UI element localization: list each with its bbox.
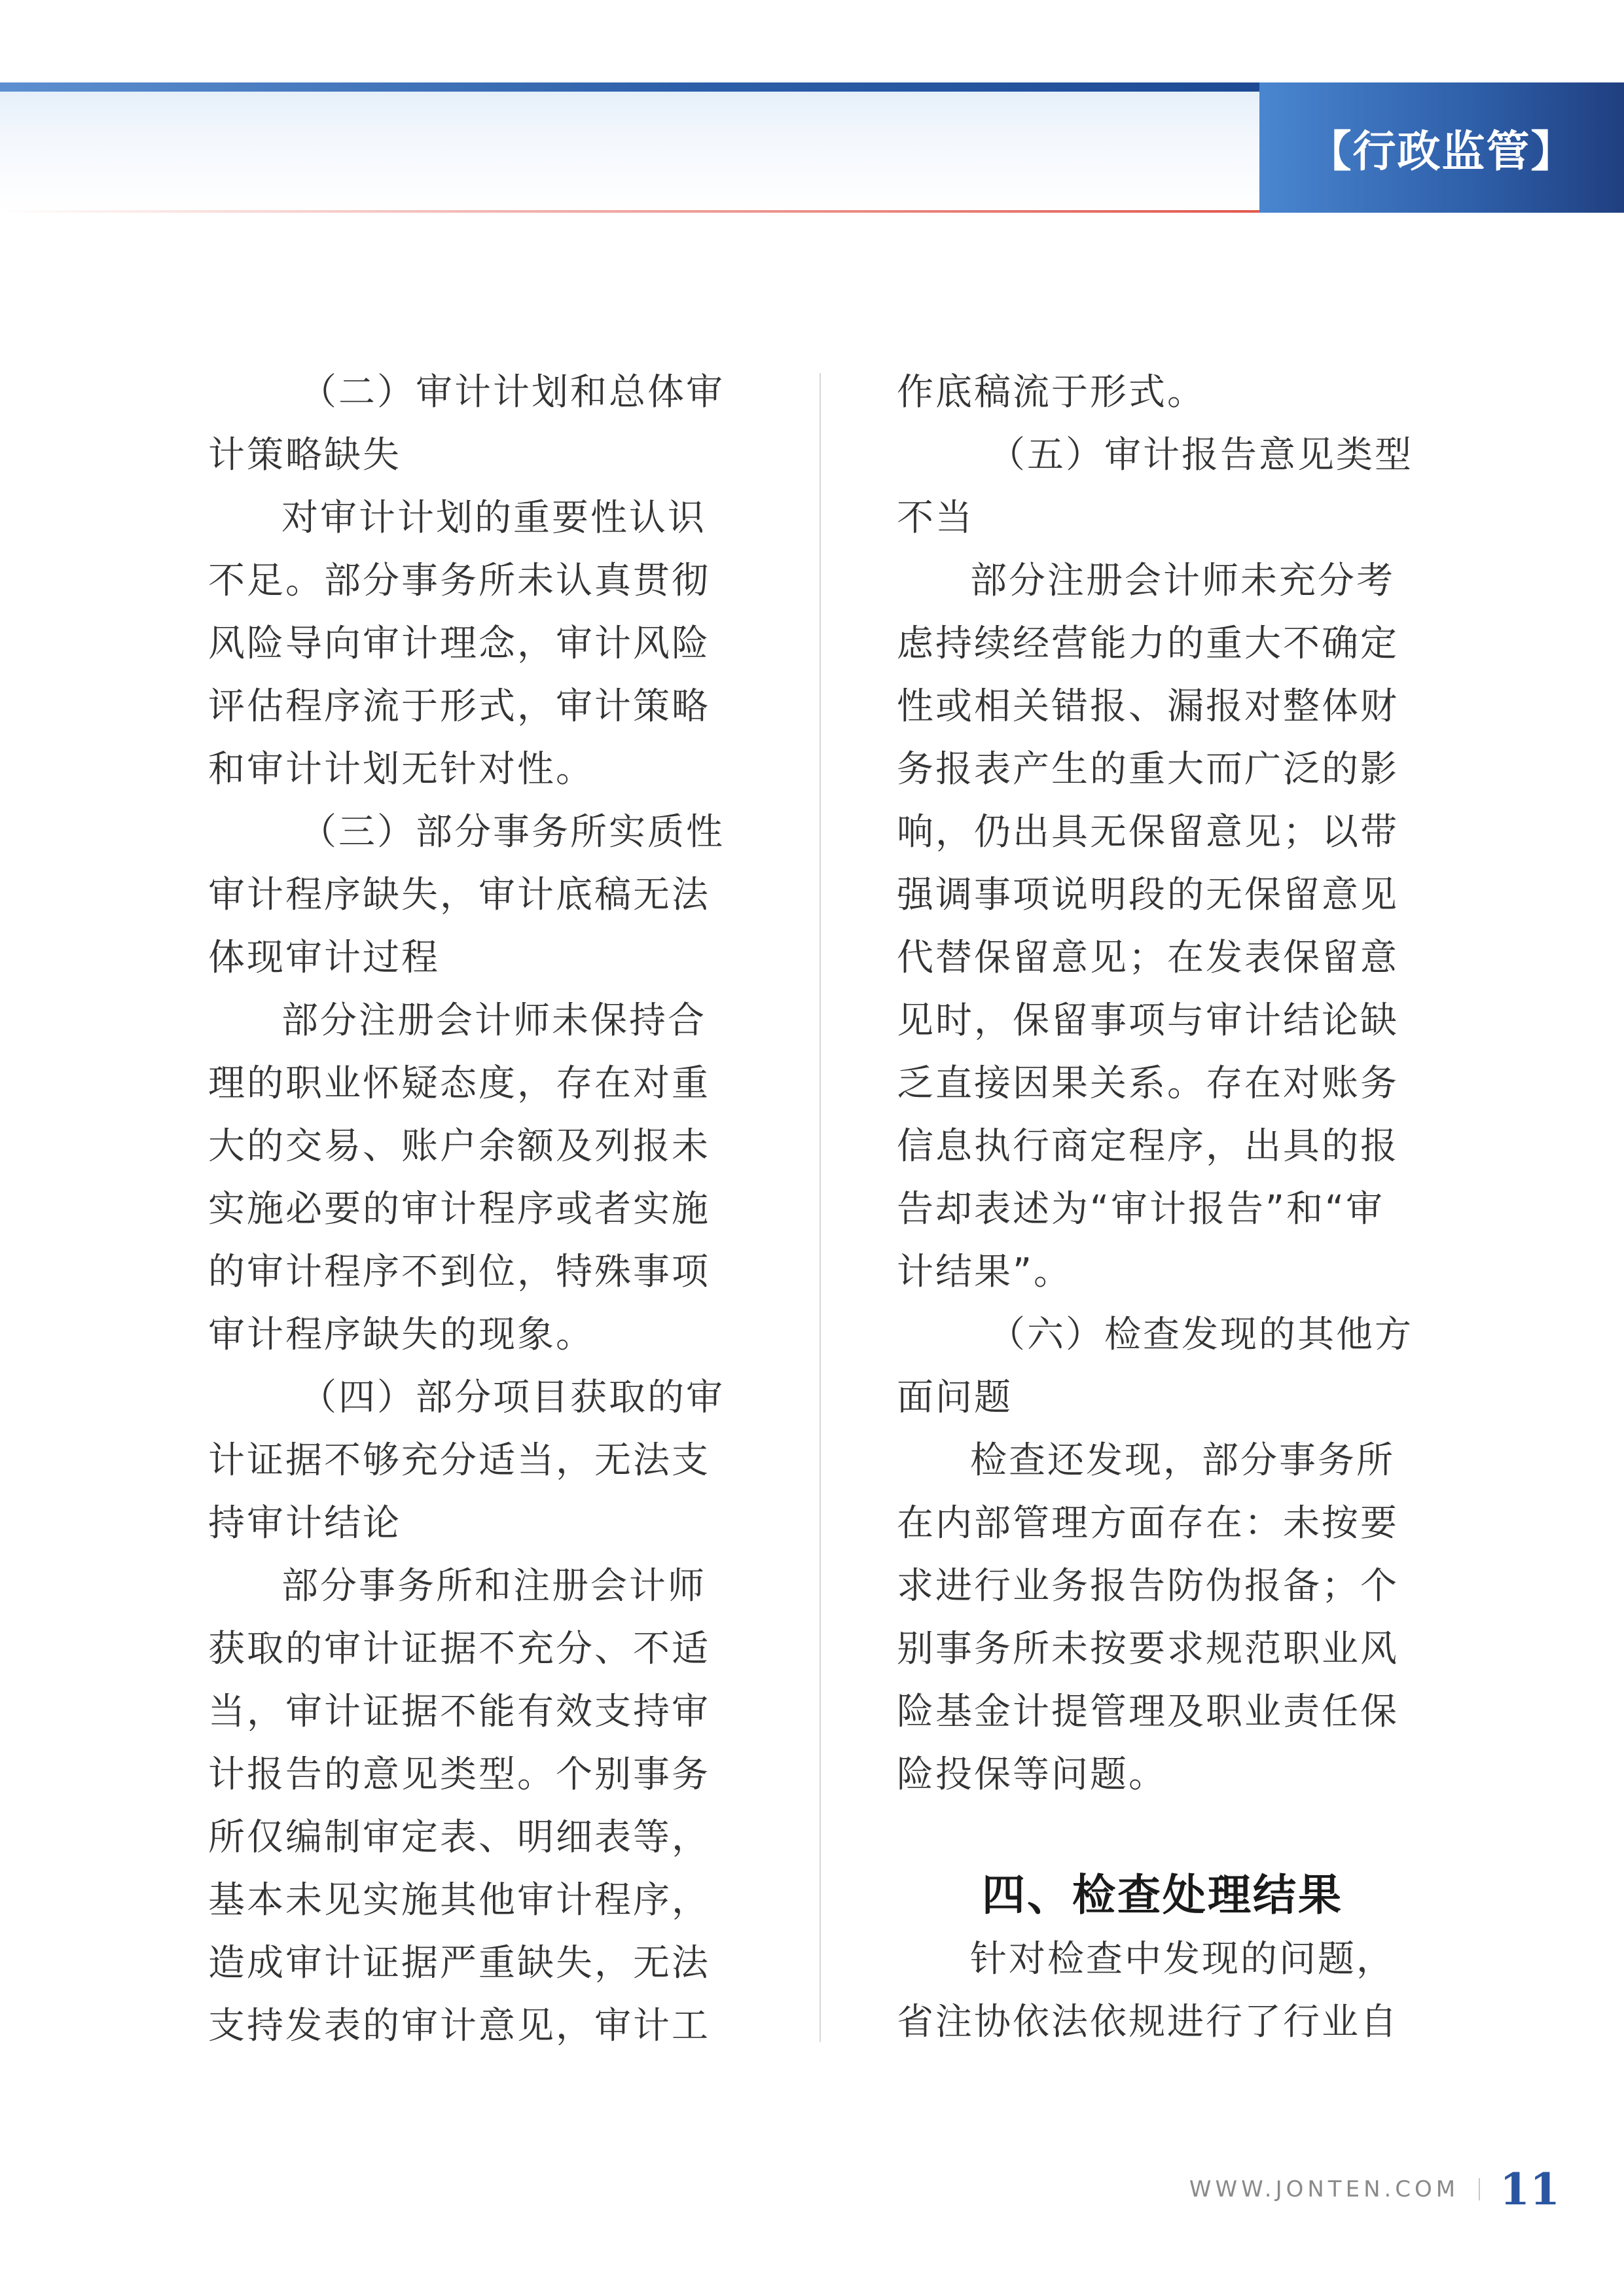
footer-divider (1479, 2178, 1480, 2200)
text-line: 审计程序缺失，审计底稿无法 (208, 874, 710, 916)
text-line: 面问题 (897, 1376, 1013, 1419)
footer-website: WWW.JONTEN.COM (1189, 2176, 1460, 2202)
page-footer (1189, 2160, 1560, 2219)
text-line: 响，仍出具无保留意见；以带 (897, 811, 1399, 853)
text-line: 支持发表的审计意见，审计工 (208, 2005, 710, 2047)
text-line: 部分事务所和注册会计师 (281, 1565, 706, 1607)
text-line: 的审计程序不到位，特殊事项 (208, 1251, 710, 1293)
text-line: 计结果”。 (897, 1251, 1073, 1293)
column-divider (820, 373, 821, 2042)
section-tag-label: 【行政监管】 (1308, 126, 1576, 177)
text-line: 告却表述为“审计报告”和“审 (897, 1188, 1385, 1230)
text-line: 部分注册会计师未充分考 (970, 560, 1395, 602)
text-line: 务报表产生的重大而广泛的影 (897, 748, 1399, 791)
text-line: 获取的审计证据不充分、不适 (208, 1628, 710, 1670)
text-line: 评估程序流于形式，审计策略 (208, 685, 710, 728)
text-line: 理的职业怀疑态度，存在对重 (208, 1062, 710, 1105)
text-line: 在内部管理方面存在：未按要 (897, 1502, 1399, 1545)
text-line: （五）审计报告意见类型 (988, 434, 1413, 476)
header-top-rule (0, 82, 1259, 92)
text-line: 作底稿流于形式。 (897, 371, 1206, 414)
header-bottom-rule (0, 210, 1259, 213)
text-line: （二）审计计划和总体审 (300, 371, 725, 414)
text-line: 不当 (897, 497, 974, 539)
text-line: 所仅编制审定表、明细表等， (208, 1816, 710, 1859)
text-line: 检查还发现，部分事务所 (970, 1439, 1395, 1482)
text-line: 当，审计证据不能有效支持审 (208, 1691, 710, 1733)
left-column (208, 361, 725, 2058)
section-heading: 四、检查处理结果 (982, 1870, 1343, 1920)
text-line: 求进行业务报告防伪报备；个 (897, 1565, 1399, 1607)
text-line: 别事务所未按要求规范职业风 (897, 1628, 1399, 1670)
header-band (0, 82, 1259, 213)
text-line: 强调事项说明段的无保留意见 (897, 874, 1399, 916)
text-line: 风险导向审计理念，审计风险 (208, 622, 710, 665)
text-line: 和审计计划无针对性。 (208, 748, 594, 791)
text-line: （四）部分项目获取的审 (300, 1376, 725, 1419)
text-line: 信息执行商定程序，出具的报 (897, 1125, 1399, 1168)
text-line: 造成审计证据严重缺失，无法 (208, 1942, 710, 1984)
text-line: 性或相关错报、漏报对整体财 (897, 685, 1399, 728)
text-line: 针对检查中发现的问题， (970, 1938, 1395, 1981)
right-column (897, 361, 1413, 1806)
text-line: 险投保等问题。 (897, 1753, 1167, 1796)
section-tag (1259, 82, 1624, 213)
text-line: 大的交易、账户余额及列报未 (208, 1125, 710, 1168)
text-line: 持审计结论 (208, 1502, 401, 1545)
text-line: （六）检查发现的其他方 (988, 1314, 1413, 1356)
text-line: 实施必要的审计程序或者实施 (208, 1188, 710, 1230)
page-number: 11 (1500, 2164, 1560, 2215)
text-line: 虑持续经营能力的重大不确定 (897, 622, 1399, 665)
text-line: 体现审计过程 (208, 937, 440, 979)
text-line: 计策略缺失 (208, 434, 401, 476)
text-line: 审计程序缺失的现象。 (208, 1314, 594, 1356)
text-line: 计报告的意见类型。个别事务 (208, 1753, 710, 1796)
text-line: （三）部分事务所实质性 (300, 811, 725, 853)
text-line: 见时，保留事项与审计结论缺 (897, 999, 1399, 1042)
text-line: 不足。部分事务所未认真贯彻 (208, 560, 710, 602)
right-column-continued (897, 1928, 1407, 2054)
text-line: 乏直接因果关系。存在对账务 (897, 1062, 1399, 1105)
text-line: 基本未见实施其他审计程序， (208, 1879, 710, 1922)
text-line: 险基金计提管理及职业责任保 (897, 1691, 1399, 1733)
text-line: 代替保留意见；在发表保留意 (897, 937, 1399, 979)
text-line: 省注协依法依规进行了行业自 (897, 2001, 1399, 2043)
text-line: 对审计计划的重要性认识 (281, 497, 706, 539)
text-line: 部分注册会计师未保持合 (281, 999, 706, 1042)
text-line: 计证据不够充分适当，无法支 (208, 1439, 710, 1482)
